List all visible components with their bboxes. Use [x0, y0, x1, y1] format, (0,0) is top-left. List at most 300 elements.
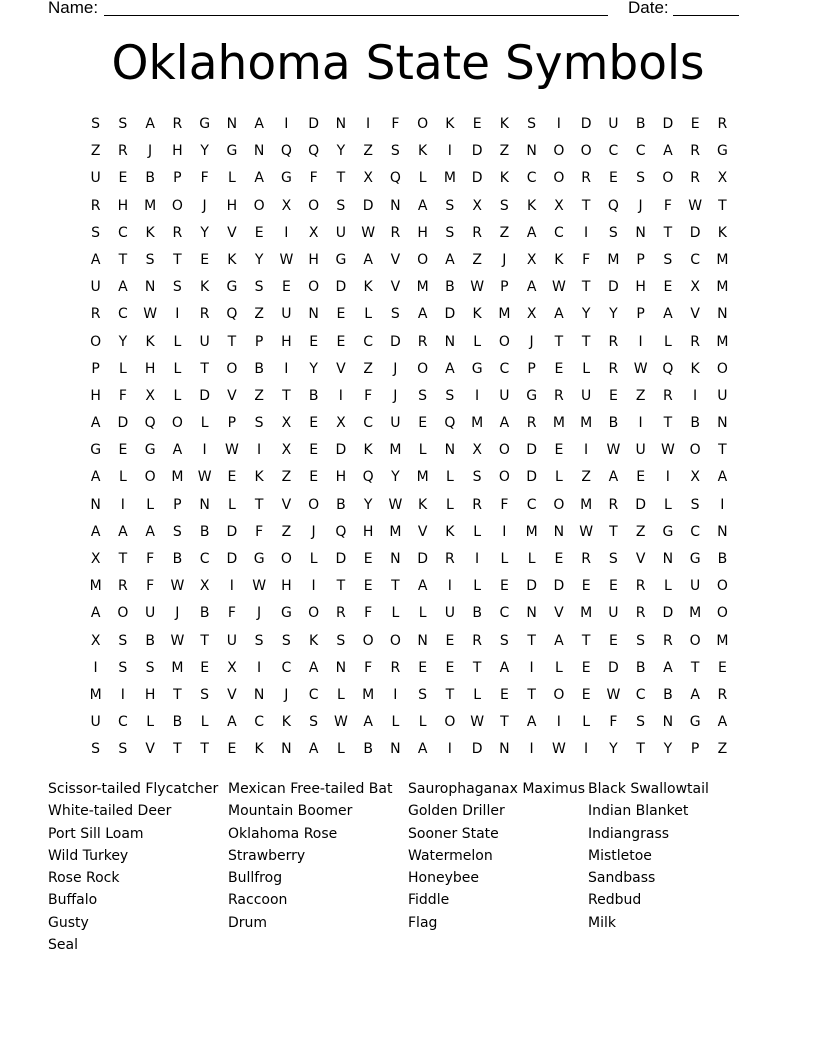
grid-letter: R — [717, 686, 728, 703]
word-item: Saurophaganax Maximus — [408, 781, 585, 797]
grid-letter: S — [336, 632, 346, 649]
word-item: Strawberry — [228, 847, 306, 864]
grid-letter: N — [444, 442, 456, 459]
word-list — [48, 778, 768, 956]
grid-letter: O — [253, 197, 265, 214]
word-item: Black Swallowtail — [588, 781, 709, 797]
grid-letter: C — [526, 496, 537, 513]
grid-letter: L — [336, 686, 345, 703]
grid-letter: O — [171, 415, 183, 432]
grid-letter: B — [635, 659, 646, 676]
grid-row — [82, 600, 736, 627]
grid-letter: P — [173, 496, 182, 513]
grid-letter: C — [254, 714, 265, 731]
grid-letter: C — [117, 224, 128, 241]
grid-letter: R — [581, 551, 591, 567]
grid-letter: E — [717, 659, 727, 676]
grid-letter: Z — [254, 387, 264, 404]
grid-letter: E — [608, 170, 618, 187]
grid-letter: A — [663, 143, 673, 160]
grid-letter: W — [224, 442, 239, 459]
grid-letter: D — [226, 523, 238, 540]
grid-letter: A — [717, 469, 728, 486]
grid-letter: A — [417, 741, 428, 758]
grid-letter: M — [389, 442, 402, 459]
grid-letter: A — [308, 659, 319, 676]
grid-letter: F — [118, 387, 127, 404]
grid-letter: L — [364, 306, 373, 323]
grid-letter: G — [280, 605, 292, 622]
word-item: Watermelon — [408, 847, 493, 864]
grid-row — [82, 138, 736, 165]
grid-letter: M — [580, 605, 593, 622]
grid-letter: A — [254, 116, 264, 132]
word-item: Flag — [408, 914, 438, 931]
grid-letter: L — [663, 333, 672, 350]
grid-letter: T — [527, 686, 536, 703]
grid-letter: K — [418, 496, 428, 513]
grid-letter: R — [90, 197, 101, 214]
grid-letter: C — [553, 224, 564, 241]
grid-letter: Y — [118, 333, 128, 350]
grid-letter: F — [146, 578, 155, 595]
grid-letter: A — [417, 306, 428, 323]
grid-letter: U — [608, 605, 619, 622]
grid-letter: R — [90, 306, 101, 323]
grid-letter: I — [638, 333, 643, 350]
grid-row — [82, 274, 736, 301]
grid-letter: Q — [662, 360, 674, 377]
grid-letter: J — [393, 387, 398, 404]
word-item: Indian Blanket — [588, 803, 689, 820]
grid-letter: X — [472, 197, 482, 214]
grid-row — [82, 519, 736, 546]
grid-letter: Z — [635, 523, 646, 540]
grid-letter: W — [606, 442, 621, 459]
grid-letter: R — [118, 578, 128, 595]
grid-letter: L — [200, 415, 209, 432]
grid-letter: K — [309, 632, 319, 649]
grid-letter: E — [554, 551, 564, 567]
grid-letter: I — [284, 116, 289, 132]
grid-letter: S — [118, 116, 128, 132]
grid-letter: A — [417, 578, 428, 595]
grid-letter: E — [608, 632, 618, 649]
grid-letter: H — [635, 279, 646, 296]
grid-letter: R — [690, 143, 700, 160]
grid-letter: L — [173, 333, 182, 350]
grid-letter: D — [553, 578, 565, 595]
grid-letter: C — [499, 605, 510, 622]
grid-letter: F — [582, 251, 591, 268]
grid-letter: D — [471, 741, 483, 758]
grid-letter: A — [118, 279, 128, 296]
grid-letter: S — [527, 116, 537, 132]
grid-letter: B — [472, 605, 482, 622]
grid-letter: X — [526, 306, 537, 323]
grid-letter: C — [635, 686, 646, 703]
grid-letter: E — [608, 578, 618, 595]
grid-letter: I — [529, 741, 534, 758]
word-item: Seal — [48, 937, 78, 954]
grid-letter: D — [526, 442, 538, 459]
grid-letter: R — [336, 605, 346, 622]
grid-letter: Z — [499, 143, 510, 160]
grid-letter: W — [688, 197, 703, 214]
grid-letter: T — [445, 686, 455, 703]
date-label: Date: — [628, 0, 669, 17]
word-item: Raccoon — [228, 892, 288, 909]
grid-letter: R — [635, 605, 646, 622]
grid-letter: A — [445, 251, 455, 268]
grid-letter: K — [145, 224, 155, 241]
grid-letter: B — [690, 415, 700, 432]
grid-letter: U — [717, 387, 728, 404]
grid-letter: S — [254, 279, 264, 296]
grid-letter: Y — [391, 469, 400, 486]
grid-letter: A — [526, 714, 537, 731]
grid-row — [82, 220, 736, 247]
grid-letter: O — [716, 578, 728, 595]
grid-letter: A — [308, 741, 319, 758]
grid-letter: O — [171, 197, 183, 214]
grid-letter: S — [254, 415, 264, 432]
grid-letter: B — [172, 551, 183, 567]
grid-letter: Z — [635, 387, 646, 404]
grid-letter: E — [581, 686, 591, 703]
grid-letter: I — [120, 496, 125, 513]
grid-letter: U — [390, 415, 401, 432]
grid-letter: L — [663, 578, 672, 595]
grid-letter: D — [335, 442, 347, 459]
grid-letter: N — [90, 496, 101, 513]
grid-letter: K — [363, 279, 373, 296]
grid-letter: Z — [581, 469, 591, 486]
grid-letter: L — [527, 551, 536, 567]
grid-letter: G — [226, 279, 238, 296]
grid-letter: I — [202, 442, 207, 459]
grid-letter: R — [526, 415, 537, 432]
grid-letter: Q — [226, 306, 238, 323]
grid-letter: D — [607, 659, 619, 676]
grid-letter: L — [336, 741, 345, 758]
grid-letter: J — [393, 360, 398, 377]
grid-letter: A — [145, 523, 155, 540]
grid-letter: E — [227, 469, 237, 486]
grid-letter: W — [143, 306, 158, 323]
grid-letter: J — [202, 197, 207, 214]
grid-letter: W — [197, 469, 212, 486]
grid-letter: T — [200, 360, 209, 377]
grid-letter: P — [527, 360, 536, 377]
grid-letter: L — [173, 387, 182, 404]
grid-letter: C — [363, 333, 374, 350]
grid-letter: U — [90, 714, 101, 731]
grid-row — [82, 165, 736, 192]
grid-letter: P — [636, 251, 645, 268]
name-label: Name: — [48, 0, 99, 17]
grid-letter: G — [716, 143, 728, 160]
grid-letter: W — [660, 442, 675, 459]
grid-letter: D — [362, 197, 374, 214]
grid-letter: K — [254, 469, 264, 486]
grid-letter: E — [581, 578, 591, 595]
grid-letter: B — [199, 523, 210, 540]
grid-letter: G — [280, 170, 292, 187]
grid-letter: C — [117, 714, 128, 731]
grid-letter: O — [90, 333, 102, 350]
grid-letter: A — [690, 686, 700, 703]
grid-letter: G — [144, 442, 156, 459]
grid-letter: I — [447, 578, 452, 595]
grid-letter: X — [90, 551, 101, 567]
grid-letter: I — [693, 387, 698, 404]
grid-letter: X — [690, 279, 700, 296]
grid-letter: A — [90, 469, 101, 486]
grid-letter: A — [90, 605, 101, 622]
grid-letter: N — [553, 523, 565, 540]
grid-letter: S — [636, 714, 646, 731]
grid-letter: N — [281, 741, 292, 758]
grid-letter: O — [308, 496, 320, 513]
grid-letter: R — [118, 143, 128, 160]
grid-letter: U — [635, 442, 646, 459]
grid-letter: N — [199, 496, 210, 513]
grid-letter: U — [226, 632, 237, 649]
grid-letter: O — [553, 170, 565, 187]
grid-letter: M — [89, 578, 102, 595]
word-item: Golden Driller — [408, 803, 505, 820]
grid-letter: T — [336, 578, 346, 595]
grid-letter: I — [338, 387, 343, 404]
grid-letter: G — [335, 251, 347, 268]
grid-row — [82, 383, 736, 410]
grid-letter: H — [362, 523, 374, 540]
grid-letter: R — [172, 116, 183, 132]
grid-row — [82, 464, 736, 491]
grid-letter: A — [90, 523, 101, 540]
grid-letter: K — [717, 224, 727, 241]
grid-letter: L — [418, 714, 427, 731]
grid-letter: V — [227, 387, 237, 404]
grid-letter: O — [308, 197, 320, 214]
grid-letter: Y — [609, 306, 618, 323]
grid-letter: M — [89, 686, 102, 703]
grid-letter: I — [475, 551, 480, 567]
name-date-header — [48, 0, 748, 20]
grid-letter: N — [717, 415, 728, 432]
grid-letter: X — [526, 251, 537, 268]
grid-letter: N — [717, 523, 728, 540]
grid-letter: L — [418, 605, 427, 622]
grid-letter: C — [526, 170, 537, 187]
grid-letter: V — [417, 523, 428, 540]
grid-letter: Z — [254, 306, 264, 323]
grid-letter: X — [717, 170, 728, 187]
grid-letter: A — [663, 306, 673, 323]
grid-letter: J — [502, 251, 507, 268]
grid-letter: S — [445, 224, 455, 241]
grid-letter: E — [227, 741, 237, 758]
grid-letter: U — [444, 605, 455, 622]
word-item: White-tailed Deer — [48, 803, 172, 820]
grid-letter: B — [635, 116, 646, 132]
word-item: Sooner State — [408, 825, 499, 842]
grid-letter: O — [498, 442, 510, 459]
grid-letter: G — [226, 143, 238, 160]
grid-letter: I — [529, 659, 534, 676]
grid-letter: Q — [144, 415, 156, 432]
grid-letter: A — [526, 224, 537, 241]
grid-letter: T — [581, 333, 591, 350]
word-item: Milk — [588, 914, 616, 931]
grid-letter: X — [227, 659, 237, 676]
grid-letter: N — [335, 116, 347, 132]
grid-letter: R — [472, 632, 482, 649]
grid-letter: U — [145, 605, 156, 622]
grid-letter: N — [444, 333, 456, 350]
grid-letter: G — [199, 116, 211, 132]
grid-letter: E — [363, 578, 373, 595]
grid-letter: I — [447, 143, 452, 160]
grid-letter: T — [173, 251, 182, 268]
grid-letter: Q — [389, 170, 401, 187]
word-item: Mountain Boomer — [228, 803, 353, 820]
word-item: Bullfrog — [228, 870, 283, 887]
grid-letter: N — [390, 197, 401, 214]
word-item: Oklahoma Rose — [228, 825, 338, 842]
grid-letter: C — [690, 251, 701, 268]
grid-letter: N — [499, 741, 510, 758]
grid-letter: A — [118, 523, 128, 540]
grid-letter: D — [444, 306, 456, 323]
grid-letter: E — [254, 224, 264, 241]
grid-letter: B — [172, 714, 183, 731]
grid-letter: A — [172, 442, 183, 459]
grid-letter: Z — [363, 143, 373, 160]
grid-letter: K — [418, 143, 428, 160]
grid-letter: N — [144, 279, 156, 296]
grid-letter: B — [663, 686, 673, 703]
grid-letter: R — [635, 578, 646, 595]
grid-letter: T — [581, 197, 591, 214]
grid-letter: X — [308, 224, 319, 241]
grid-letter: S — [281, 632, 291, 649]
word-item: Port Sill Loam — [48, 825, 144, 842]
grid-letter: M — [580, 415, 593, 432]
grid-letter: I — [120, 686, 125, 703]
grid-letter: H — [144, 686, 156, 703]
grid-letter: N — [390, 741, 401, 758]
grid-letter: E — [663, 279, 673, 296]
grid-letter: I — [556, 714, 561, 731]
grid-letter: O — [498, 333, 510, 350]
grid-letter: O — [553, 143, 565, 160]
grid-letter: R — [472, 496, 482, 513]
grid-letter: N — [635, 224, 646, 241]
grid-letter: L — [418, 442, 427, 459]
grid-letter: I — [584, 442, 589, 459]
grid-letter: V — [227, 686, 237, 703]
grid-letter: E — [200, 659, 210, 676]
grid-letter: E — [445, 659, 455, 676]
grid-letter: L — [146, 714, 155, 731]
grid-letter: H — [117, 197, 129, 214]
grid-letter: F — [200, 170, 209, 187]
grid-letter: D — [335, 279, 347, 296]
grid-letter: A — [608, 469, 619, 486]
grid-letter: K — [145, 333, 155, 350]
word-item: Scissor-tailed Flycatcher — [48, 781, 219, 797]
grid-letter: F — [364, 659, 373, 676]
grid-letter: A — [499, 659, 510, 676]
grid-letter: R — [417, 333, 428, 350]
grid-letter: J — [284, 686, 289, 703]
grid-letter: I — [311, 578, 316, 595]
grid-letter: S — [390, 306, 400, 323]
grid-letter: J — [638, 197, 643, 214]
grid-letter: Z — [499, 224, 510, 241]
grid-letter: H — [417, 224, 428, 241]
grid-letter: I — [475, 387, 480, 404]
grid-letter: P — [91, 360, 100, 377]
grid-letter: S — [91, 224, 101, 241]
word-item: Buffalo — [48, 892, 98, 909]
grid-letter: V — [281, 496, 292, 513]
word-search-grid — [82, 111, 736, 764]
grid-letter: U — [199, 333, 210, 350]
grid-letter: K — [499, 170, 509, 187]
word-item: Mistletoe — [588, 847, 652, 864]
grid-letter: T — [173, 686, 182, 703]
grid-letter: E — [309, 469, 319, 486]
grid-letter: W — [470, 279, 485, 296]
grid-letter: L — [227, 496, 236, 513]
grid-letter: Q — [444, 415, 456, 432]
grid-letter: F — [255, 523, 264, 540]
word-column — [408, 778, 588, 956]
grid-letter: S — [608, 551, 618, 567]
grid-letter: M — [471, 415, 484, 432]
grid-letter: A — [417, 197, 428, 214]
word-item: Rose Rock — [48, 870, 120, 887]
grid-letter: I — [93, 659, 98, 676]
grid-letter: T — [500, 714, 509, 731]
grid-letter: T — [227, 333, 237, 350]
grid-letter: B — [254, 360, 264, 377]
grid-letter: R — [172, 224, 183, 241]
grid-letter: S — [418, 686, 428, 703]
grid-letter: M — [362, 686, 375, 703]
grid-letter: I — [229, 578, 234, 595]
grid-letter: O — [553, 496, 565, 513]
grid-letter: G — [526, 387, 538, 404]
grid-letter: K — [527, 197, 537, 214]
grid-letter: K — [445, 523, 455, 540]
grid-letter: N — [226, 116, 238, 132]
grid-letter: A — [363, 714, 373, 731]
grid-letter: H — [172, 143, 183, 160]
grid-letter: R — [472, 224, 482, 241]
grid-letter: S — [145, 251, 155, 268]
grid-letter: I — [257, 442, 262, 459]
grid-letter: E — [118, 442, 128, 459]
grid-letter: S — [445, 197, 455, 214]
grid-letter: E — [309, 415, 319, 432]
grid-row — [82, 193, 736, 220]
grid-letter: L — [582, 714, 591, 731]
grid-letter: A — [663, 659, 673, 676]
